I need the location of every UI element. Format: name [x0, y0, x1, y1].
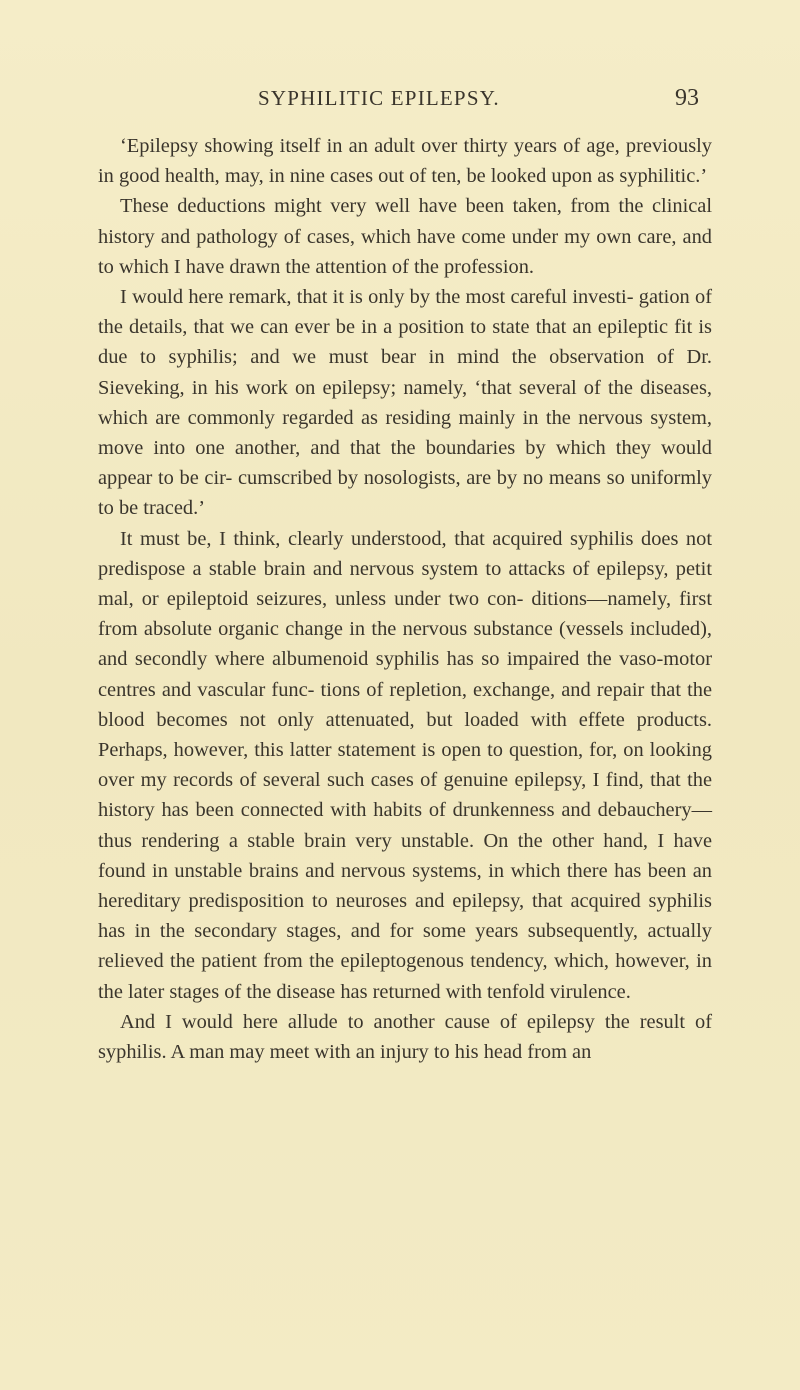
paragraph-another-cause: And I would here allude to another cause of epilepsy the result of syphilis. A man may meet with an injury to his head from an — [98, 1010, 712, 1064]
page-number: 93 — [675, 85, 699, 111]
running-title: SYPHILITIC EPILEPSY. — [258, 86, 500, 110]
body-text — [98, 131, 712, 1067]
paragraph-remark: I would here remark, that it is only by the most careful investi- gation of the details, that we can ever be in a position to state that an epileptic fit is due to syphilis; and we must bear in mind the observation of Dr. Sieveking, in his work on epilepsy; namely, ‘that several of the diseases, which are commonly regarded as residing mainly in the nervous system, move into one another, and that the boundaries by which they would appear to be cir- cumscribed by nosologists, are by no means so uniformly to be traced.’ — [98, 286, 712, 520]
paragraph-deductions: These deductions might very well have been taken, from the clinical history and pathology of cases, which have come under my own care, and to which I have drawn the attention of the profession. — [98, 195, 712, 278]
running-head — [0, 86, 800, 122]
paragraph-acquired-syphilis: It must be, I think, clearly understood, that acquired syphilis does not predispose a stable brain and nervous system to attacks of epilepsy, petit mal, or epileptoid seizures, unless under two con- ditions—namely, first from absolute organic change in the nervous substance (vessels included), and secondly where albumenoid syphilis has so impaired the vaso-motor centres and vascular func- tions of repletion, exchange, and repair that the blood becomes not only attenuated, but loaded with effete products. Perhaps, however, this latter statement is open to question, for, on looking over my records of several such cases of genuine epilepsy, I find, that the history has been connected with habits of drunkenness and debauchery—thus rendering a stable brain very unstable. On the other hand, I have found in unstable brains and nervous systems, in which there has been an hereditary predisposition to neuroses and epilepsy, that acquired syphilis has in the secondary stages, and for some years subsequently, actually relieved the patient from the epileptogenous tendency, which, however, in the later stages of the disease has returned with tenfold virulence. — [98, 527, 712, 1003]
paragraph-quotation: ‘Epilepsy showing itself in an adult over thirty years of age, previously in good health, may, in nine cases out of ten, be looked upon as syphilitic.’ — [98, 135, 712, 188]
